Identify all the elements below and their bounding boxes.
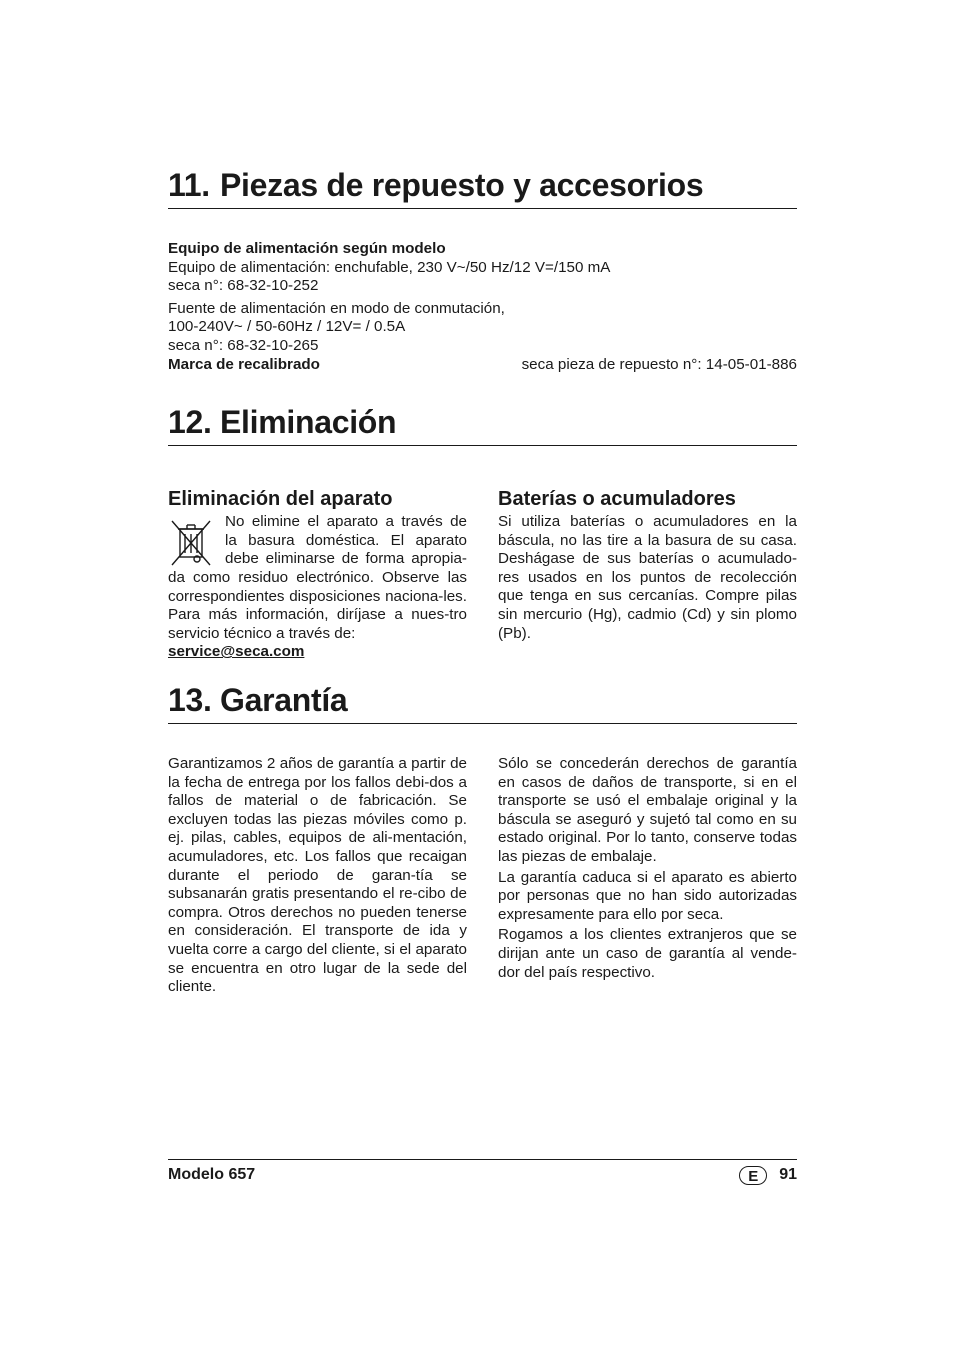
disposal-device-text: No elimine el aparato a través de bbox=[225, 513, 467, 530]
section-13-heading bbox=[168, 681, 797, 724]
disposal-device-heading: Eliminación del aparato bbox=[168, 488, 393, 510]
section-title: Eliminación bbox=[220, 404, 397, 440]
power-supply-line: Equipo de alimentación: enchufable, 230 V~/50 Hz/12 V=/150 mA bbox=[168, 258, 611, 276]
section-number: 13. bbox=[168, 682, 212, 718]
footer-divider bbox=[168, 1159, 797, 1160]
power-supply-block bbox=[168, 240, 797, 374]
power-supply-line: Fuente de alimentación en modo de conmutación, bbox=[168, 299, 505, 317]
model-name: Modelo 657 bbox=[168, 1166, 256, 1184]
power-supply-line: seca n°: 68-32-10-252 bbox=[168, 277, 319, 295]
disposal-device-text: da como residuo electrónico. Observe las correspondientes disposiciones naciona-les. Para más información, diríjase a nues-tro servicio técnico a través de: bbox=[168, 569, 467, 642]
page-number: 91 bbox=[779, 1166, 797, 1184]
power-supply-line: seca n°: 68-32-10-265 bbox=[168, 336, 319, 354]
warranty-right-column bbox=[498, 755, 797, 982]
language-badge: E bbox=[739, 1166, 767, 1185]
section-11-heading bbox=[168, 166, 797, 209]
section-number: 12. bbox=[168, 404, 212, 440]
recalibration-row bbox=[168, 356, 797, 375]
service-email-link[interactable]: service@seca.com bbox=[168, 643, 305, 661]
disposal-device-text: la basura doméstica. El aparato bbox=[225, 531, 467, 549]
recalibration-value: seca pieza de repuesto n°: 14-05-01-886 bbox=[521, 355, 797, 373]
recalibration-label: Marca de recalibrado bbox=[168, 355, 320, 373]
crossed-out-wheelie-bin-icon bbox=[168, 517, 214, 569]
warranty-paragraph: Sólo se concederán derechos de garantía en casos de daños de transporte, si en el transporte se usó el embalaje original y la báscula se aseguró y sujetó tal como en su estado original. Por lo tanto, conserve todas las piezas de embalaje. bbox=[498, 755, 797, 865]
disposal-batteries-heading: Baterías o acumuladores bbox=[498, 488, 736, 510]
disposal-batteries-text: Si utiliza baterías o acumuladores en la báscula, no las tire a la basura de su casa. Deshágase de sus baterías o acumulado-res usados en los puntos de recolección que tenga en sus cercanías. Compre pilas sin mercurio (Hg), cadmio (Cd) y sin plomo (Pb). bbox=[498, 513, 797, 642]
section-title: Piezas de repuesto y accesorios bbox=[220, 167, 704, 203]
disposal-batteries-block bbox=[498, 487, 797, 643]
page-footer bbox=[168, 1166, 797, 1185]
section-title: Garantía bbox=[220, 682, 348, 718]
power-supply-line: 100-240V~ / 50-60Hz / 12V= / 0.5A bbox=[168, 318, 406, 336]
power-supply-heading: Equipo de alimentación según modelo bbox=[168, 240, 446, 257]
warranty-paragraph: Rogamos a los clientes extranjeros que se dirijan ante un caso de garantía al vende-dor del país respectivo. bbox=[498, 926, 797, 981]
disposal-device-block bbox=[168, 487, 467, 662]
section-12-heading bbox=[168, 403, 797, 446]
section-number: 11. bbox=[168, 167, 210, 203]
warranty-paragraph: La garantía caduca si el aparato es abierto por personas que no han sido autorizadas expresamente para ello por seca. bbox=[498, 868, 797, 923]
warranty-paragraph: Garantizamos 2 años de garantía a partir de la fecha de entrega por los fallos debi-dos a fallos de material o de fabricación. Se excluyen todas las piezas móviles como p. ej. pilas, cables, equipos de ali-mentación, acumuladores, etc. Los fallos que recaigan durante el periodo de garan-tía se subsanarán gratis presentando el re-cibo de compra. Otros derechos no pueden tenerse en consideración. El transporte de ida y vuelta corre a cargo del cliente, si el aparato se encuentra en otro lugar de la sede del cliente. bbox=[168, 755, 467, 996]
disposal-device-text: debe eliminarse de forma apropia- bbox=[225, 550, 467, 568]
warranty-left-column bbox=[168, 755, 467, 997]
